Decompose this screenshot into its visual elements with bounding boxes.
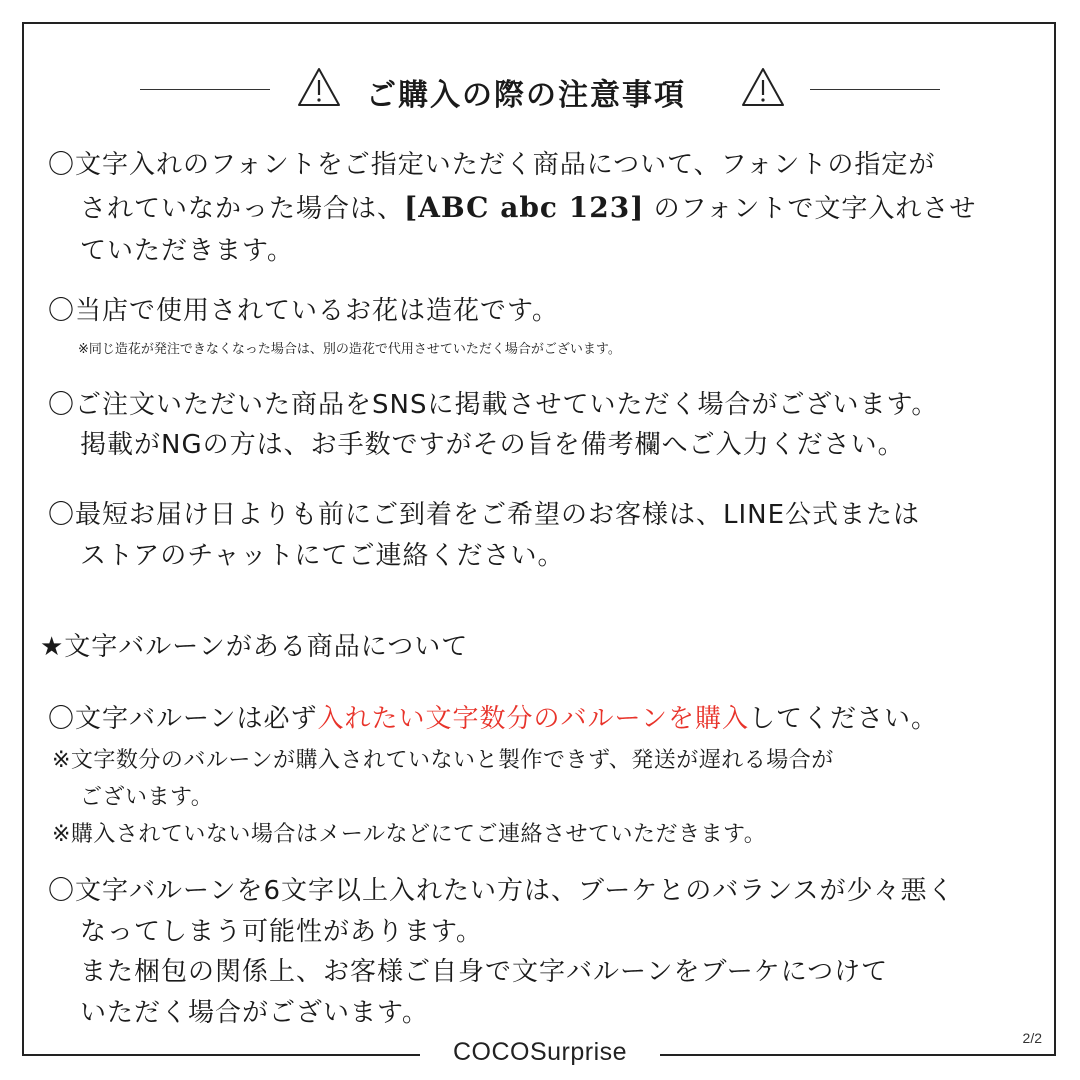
font-note-line2-end: のフォントで文字入れさせ xyxy=(644,194,977,224)
flower-note-small: ※同じ造花が発注できなくなった場合は、別の造花で代用させていただく場合がございます。 xyxy=(78,342,621,357)
font-note-line1: 〇文字入れのフォントをご指定いただく商品について、フォントの指定が xyxy=(48,150,936,180)
six-char-note-line4: いただく場合がございます。 xyxy=(80,998,429,1028)
page-number: 2/2 xyxy=(1022,1030,1042,1046)
font-note-line2 xyxy=(80,193,976,224)
balloon-warning1-line2: ございます。 xyxy=(80,785,214,810)
flower-note-line1: 〇当店で使用されているお花は造花です。 xyxy=(48,296,559,326)
page-title: ご購入の際の注意事項 xyxy=(366,78,686,113)
early-note-line1: 〇最短お届け日よりも前にご到着をご希望のお客様は、LINE公式または xyxy=(48,500,921,530)
balloon-req-highlight: 入れたい文字数分のバルーンを購入 xyxy=(317,704,749,734)
balloon-heading: ★文字バルーンがある商品について xyxy=(40,632,469,662)
title-row xyxy=(0,64,1080,114)
font-note-line2-start: されていなかった場合は、 xyxy=(80,194,405,224)
sns-note-line2: 掲載がNGの方は、お手数ですがその旨を備考欄へご入力ください。 xyxy=(80,430,905,460)
six-char-note-line3: また梱包の関係上、お客様ご自身で文字バルーンをブーケにつけて xyxy=(80,957,889,987)
brand-name: COCOSurprise xyxy=(452,1038,628,1066)
six-char-note-line2: なってしまう可能性があります。 xyxy=(80,917,483,947)
six-char-note-line1: 〇文字バルーンを6文字以上入れたい方は、ブーケとのバランスが少々悪く xyxy=(48,876,955,906)
early-note-line2: ストアのチャットにてご連絡ください。 xyxy=(80,541,565,571)
balloon-warning2: ※購入されていない場合はメールなどにてご連絡させていただきます。 xyxy=(52,822,767,847)
sns-note-line1: 〇ご注文いただいた商品をSNSに掲載させていただく場合がございます。 xyxy=(48,390,939,420)
balloon-req-end: してください。 xyxy=(748,704,938,734)
warning-triangle-icon xyxy=(296,66,342,108)
balloon-req-start: 〇文字バルーンは必ず xyxy=(48,704,318,734)
balloon-requirement xyxy=(48,704,938,734)
title-rule-right xyxy=(810,89,940,90)
title-rule-left xyxy=(140,89,270,90)
font-sample: [ABC abc 123] xyxy=(404,191,645,224)
balloon-warning1-line1: ※文字数分のバルーンが購入されていないと製作できず、発送が遅れる場合が xyxy=(52,748,834,773)
warning-triangle-icon xyxy=(740,66,786,108)
font-note-line3: ていただきます。 xyxy=(80,236,294,266)
